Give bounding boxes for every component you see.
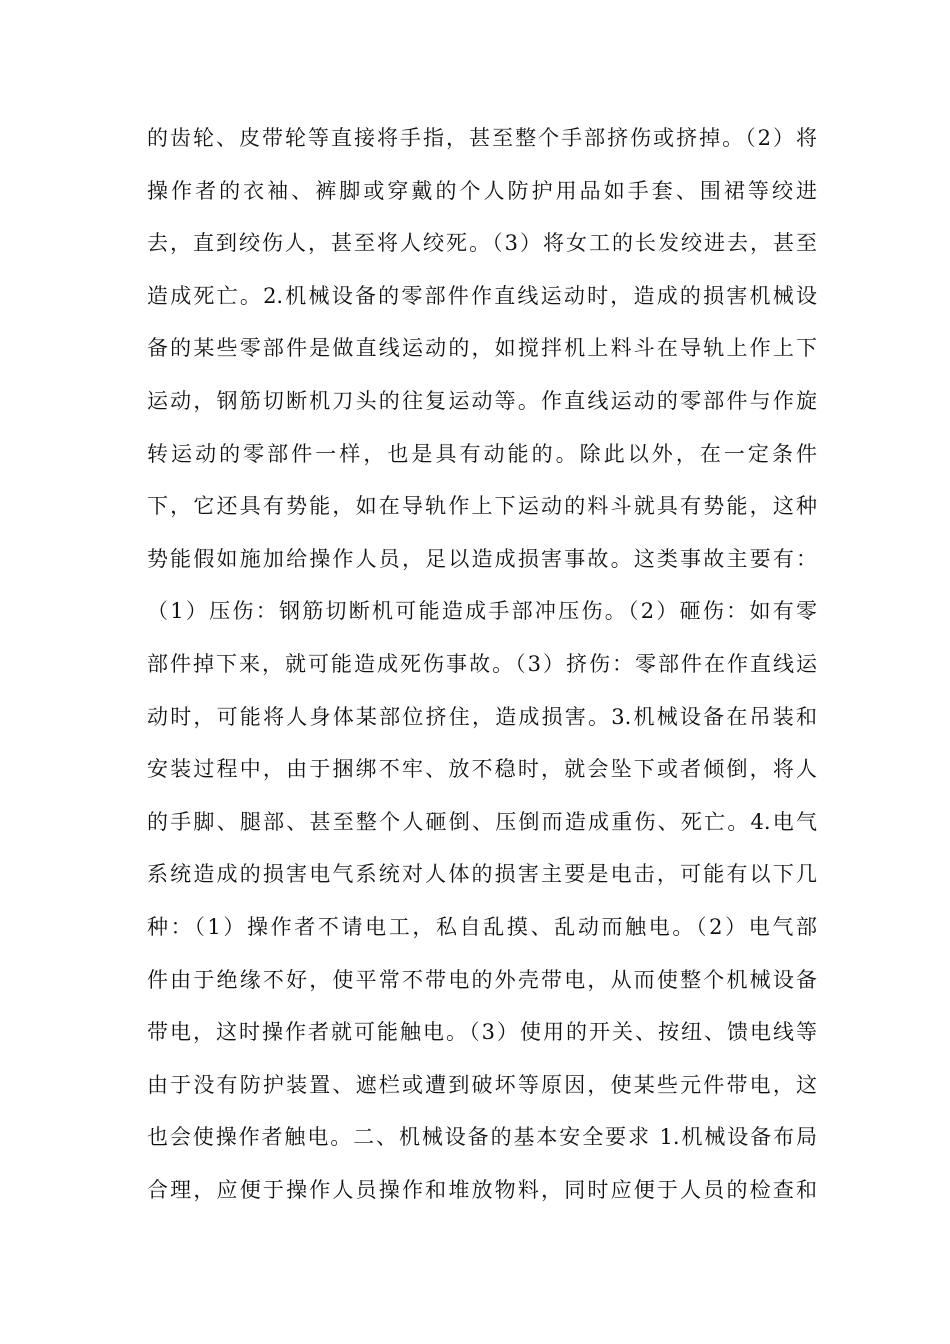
text-line: 备的某些零部件是做直线运动的，如搅拌机上料斗在导轨上作上下: [147, 336, 817, 361]
text-line: 件由于绝缘不好，使平常不带电的外壳带电，从而使整个机械设备: [147, 967, 817, 992]
text-line: 也会使操作者触电。二、机械设备的基本安全要求 1.机械设备布局: [147, 1125, 817, 1150]
text-line: 转运动的零部件一样，也是具有动能的。除此以外，在一定条件: [147, 441, 817, 466]
text-line: （1）压伤：钢筋切断机可能造成手部冲压伤。（2）砸伤：如有零: [147, 599, 817, 624]
body-text: [147, 116, 817, 1220]
text-line: 动时，可能将人身体某部位挤住，造成损害。3.机械设备在吊装和: [147, 704, 817, 729]
text-line: 操作者的衣袖、裤脚或穿戴的个人防护用品如手套、围裙等绞进: [147, 178, 817, 203]
text-line: 安装过程中，由于捆绑不牢、放不稳时，就会坠下或者倾倒，将人: [147, 757, 817, 782]
text-line: 运动，钢筋切断机刀头的往复运动等。作直线运动的零部件与作旋: [147, 388, 817, 413]
text-line: 下，它还具有势能，如在导轨作上下运动的料斗就具有势能，这种: [147, 494, 817, 519]
text-line: 造成死亡。2.机械设备的零部件作直线运动时，造成的损害机械设: [147, 283, 817, 308]
text-line: 去，直到绞伤人，甚至将人绞死。（3）将女工的长发绞进去，甚至: [147, 231, 817, 256]
text-line: 系统造成的损害电气系统对人体的损害主要是电击，可能有以下几: [147, 862, 817, 887]
text-line: 由于没有防护装置、遮栏或遭到破坏等原因，使某些元件带电，这: [147, 1072, 817, 1097]
text-line: 的手脚、腿部、甚至整个人砸倒、压倒而造成重伤、死亡。4.电气: [147, 809, 817, 834]
text-line: 的齿轮、皮带轮等直接将手指，甚至整个手部挤伤或挤掉。（2）将: [147, 126, 817, 150]
text-line: 带电，这时操作者就可能触电。（3）使用的开关、按纽、馈电线等: [147, 1020, 817, 1045]
text-line: 部件掉下来，就可能造成死伤事故。（3）挤伤：零部件在作直线运: [147, 651, 817, 676]
text-line: 势能假如施加给操作人员，足以造成损害事故。这类事故主要有：: [147, 546, 817, 571]
text-line: 种：（1）操作者不请电工，私自乱摸、乱动而触电。（2）电气部: [147, 914, 817, 939]
text-line: 合理，应便于操作人员操作和堆放物料，同时应便于人员的检查和: [147, 1177, 817, 1202]
